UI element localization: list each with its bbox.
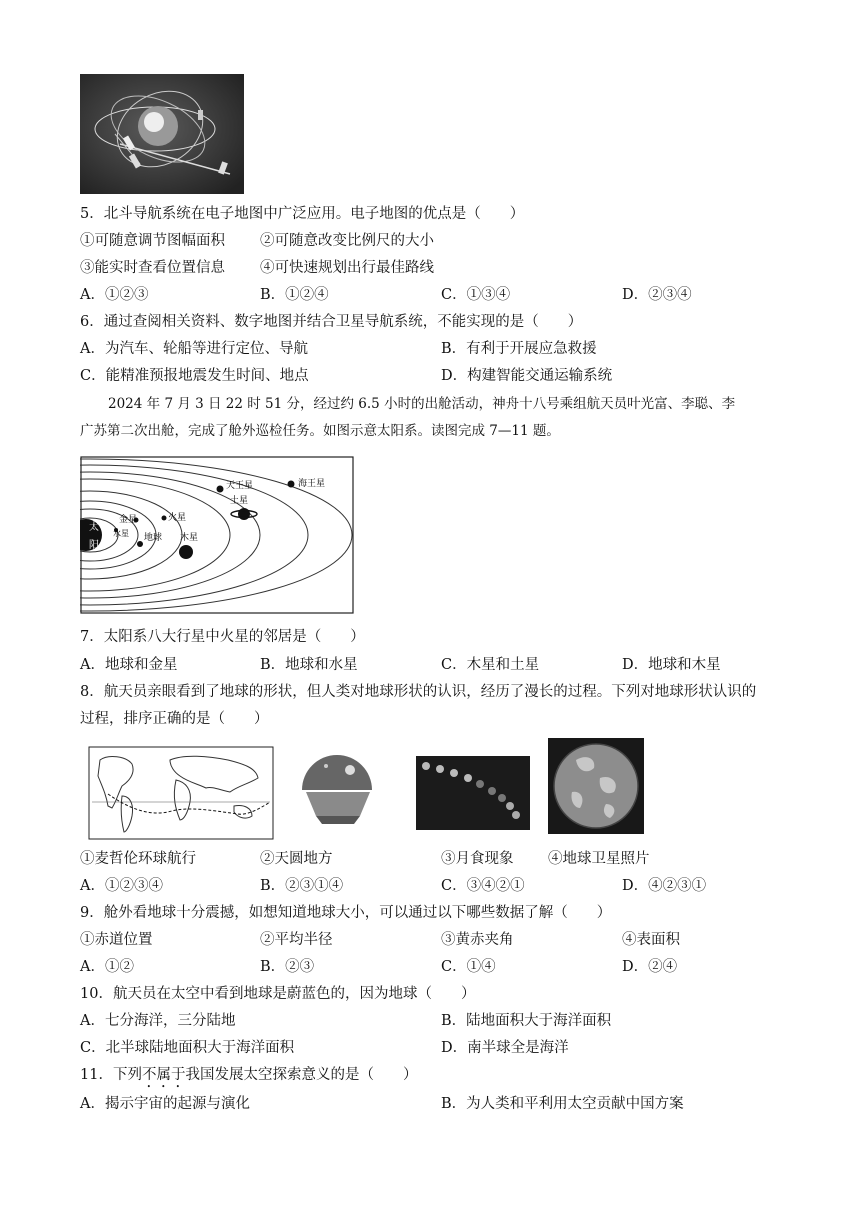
q8-stem-line-1: 8．航天员亲眼看到了地球的形状，但人类对地球形状的认识，经历了漫长的过程。下列对地球形状认识的 [80,684,757,700]
satellite-orbit-photo [80,74,244,194]
sun-label-1: 太 [89,522,99,533]
q5-option-c[interactable]: C．①③④ [441,287,511,303]
q9-option-c[interactable]: C．①④ [441,959,496,975]
q5-stem: 5．北斗导航系统在电子地图中广泛应用。电子地图的优点是（ ） [80,206,525,222]
q11-stem-suffix: 我国发展太空探索意义的是（ ） [185,1067,418,1083]
neptune-label: 海王星 [298,479,326,489]
earth-satellite-photo [548,738,644,834]
venus-label: 金星 [119,515,138,525]
q6-stem: 6．通过查阅相关资料、数字地图并结合卫星导航系统，不能实现的是（ ） [80,314,583,330]
q9-option-d[interactable]: D．②④ [622,959,678,975]
passage-line-2: 广苏第二次出舱，完成了舱外巡检任务。如图示意太阳系。读图完成 7—11 题。 [80,423,560,439]
q8-option-c[interactable]: C．③④②① [441,878,525,894]
q10-option-c[interactable]: C．北半球陆地面积大于海洋面积 [80,1040,295,1056]
q5-item-1: ①可随意调节图幅面积 [80,233,225,249]
q11-stem [80,1065,417,1091]
q9-option-b[interactable]: B．②③ [260,959,315,975]
q11-stem-emphasis: 不属于 [141,1067,186,1083]
q8-caption-3: ③月食现象 [441,851,514,867]
q8-option-a[interactable]: A．①②③④ [80,878,163,894]
q8-stem-line-2: 过程，排序正确的是（ ） [80,711,269,727]
q7-option-b[interactable]: B．地球和水星 [260,657,358,673]
earth-label: 地球 [144,533,163,543]
q10-option-d[interactable]: D．南半球全是海洋 [441,1040,569,1056]
q8-caption-4: ④地球卫星照片 [548,851,650,867]
q5-option-d[interactable]: D．②③④ [622,287,692,303]
sun-label-2: 阳 [89,540,99,551]
q11-stem-prefix: 11．下列 [80,1067,142,1083]
world-map-figure [88,746,274,840]
solar-system-diagram [80,456,354,614]
q10-option-b[interactable]: B．陆地面积大于海洋面积 [441,1013,612,1029]
mercury-label: 水星 [113,529,129,538]
q6-option-c[interactable]: C．能精准预报地震发生时间、地点 [80,368,309,384]
q5-item-2: ②可随意改变比例尺的大小 [260,233,434,249]
q9-stem: 9．舱外看地球十分震撼，如想知道地球大小，可以通过以下哪些数据了解（ ） [80,905,612,921]
q9-item-4: ④表面积 [622,932,680,948]
q5-item-3: ③能实时查看位置信息 [80,260,225,276]
saturn-label: 土星 [230,496,249,506]
q6-option-a[interactable]: A．为汽车、轮船等进行定位、导航 [80,341,308,357]
lunar-eclipse-figure [416,756,530,830]
q9-item-1: ①赤道位置 [80,932,153,948]
q9-item-3: ③黄赤夹角 [441,932,514,948]
q6-option-b[interactable]: B．有利于开展应急救援 [441,341,597,357]
q8-caption-2: ②天圆地方 [260,851,333,867]
mars-label: 火星 [168,513,187,523]
q11-option-b[interactable]: B．为人类和平利用太空贡献中国方案 [441,1096,684,1112]
q8-option-b[interactable]: B．②③①④ [260,878,344,894]
q7-stem: 7．太阳系八大行星中火星的邻居是（ ） [80,629,365,645]
round-sky-square-earth-figure [296,746,378,828]
passage-line-1: 2024 年 7 月 3 日 22 时 51 分，经过约 6.5 小时的出舱活动，神舟十八号乘组航天员叶光富、李聪、李 [108,396,736,412]
q8-caption-1: ①麦哲伦环球航行 [80,851,196,867]
q9-item-2: ②平均半径 [260,932,333,948]
q7-option-a[interactable]: A．地球和金星 [80,657,178,673]
q6-option-d[interactable]: D．构建智能交通运输系统 [441,368,613,384]
uranus-label: 天王星 [226,481,254,491]
q5-item-4: ④可快速规划出行最佳路线 [260,260,434,276]
jupiter-label: 木星 [180,533,199,543]
q10-option-a[interactable]: A．七分海洋，三分陆地 [80,1013,236,1029]
q7-option-d[interactable]: D．地球和木星 [622,657,721,673]
q7-option-c[interactable]: C．木星和土星 [441,657,540,673]
q11-option-a[interactable]: A．揭示宇宙的起源与演化 [80,1096,250,1112]
q10-stem: 10．航天员在太空中看到地球是蔚蓝色的，因为地球（ ） [80,986,476,1002]
q5-option-b[interactable]: B．①②④ [260,287,329,303]
q9-option-a[interactable]: A．①② [80,959,134,975]
q5-option-a[interactable]: A．①②③ [80,287,149,303]
q8-option-d[interactable]: D．④②③① [622,878,707,894]
